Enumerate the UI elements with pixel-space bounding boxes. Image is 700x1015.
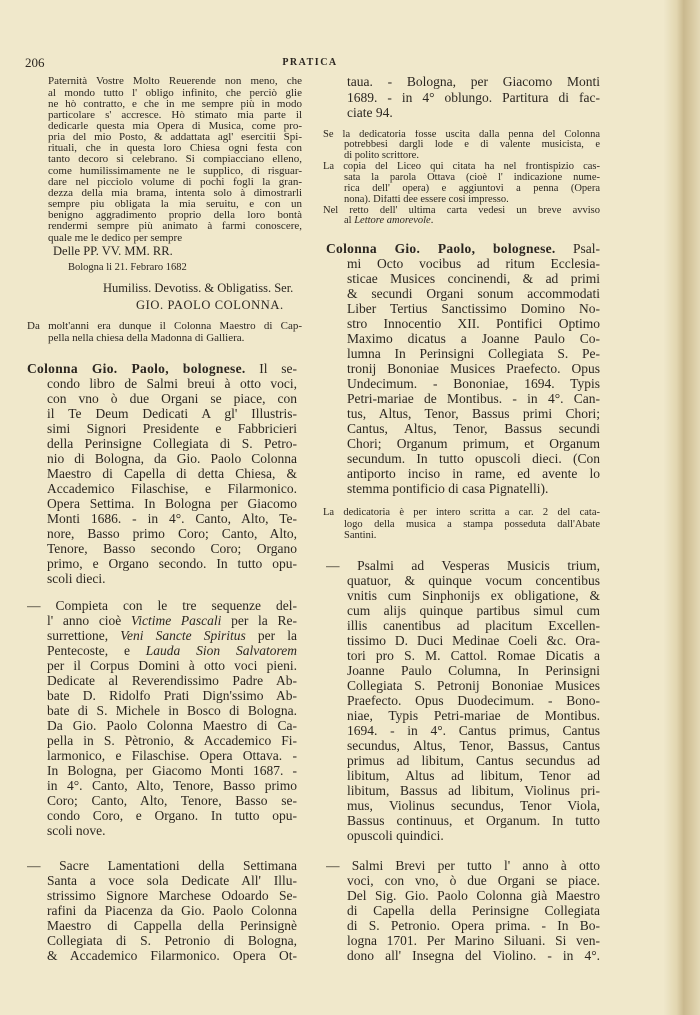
text-line: taua. - Bologna, per Giacomo Monti [347, 74, 600, 90]
text-line: Cantus, Altus, Tenor, Bassus secundi [347, 420, 600, 436]
text-line: al mondo tutto l' obligo infinito, che perciò glie [48, 87, 302, 99]
text-line: con vno ò due Organi se piace, con [47, 390, 297, 406]
text-line: potrebbesi dargli lode e di valente musicista, e [344, 140, 600, 151]
closing-place-date: Bologna li 21. Febraro 1682 [68, 262, 187, 273]
text-line: La dedicatoria è per intero scritta a car. 2 del cata- [323, 507, 600, 519]
text-line: benigno aggradimento proprio della loro bontà [48, 210, 302, 222]
text-segment: surrettione, [47, 627, 121, 643]
text-line [47, 643, 297, 658]
text-line: come humilissimamente ne le supplico, di risguar- [48, 165, 302, 177]
text-line: — Salmi Brevi per tutto l' anno à otto [326, 857, 600, 873]
text-line: Collegiata di S. Petronio di Bologna, [47, 932, 297, 948]
text-line: In Bologna, per Giacomo Monti 1687. - [47, 762, 297, 778]
text-line: Chori; Organum primum, et Organum [347, 435, 600, 451]
emphasis-text: Lettore amorevole [354, 216, 431, 227]
text-line: quatuor, & quinque vocum concentibus [347, 572, 600, 588]
page-number: 206 [25, 55, 45, 70]
text-line: libitum, Altus ad libitum, Tenor ad [347, 767, 600, 783]
text-line [344, 216, 600, 227]
text-line: voci, con vno, ò due Organi se piace. [347, 872, 600, 888]
text-line [47, 628, 297, 643]
closing-signature: GIO. PAOLO COLONNA. [136, 298, 284, 312]
text-line: — Compieta con le tre sequenze del- [27, 597, 297, 613]
text-line: particolare s' accresce. Hò stimato mia parte il [48, 109, 302, 121]
text-segment: per la [245, 627, 297, 643]
text-line: Accademico Filaschise, e Filarmonico. [47, 480, 297, 496]
text-line: dono all' Insegna del Violino. - in 4°. [347, 947, 600, 963]
text-line: Paternità Vostre Molto Reuerende non meno, che [48, 76, 302, 88]
text-line: rica dell' opera) e aggiuntovi a penna (Opera [344, 183, 600, 194]
closing-signature-formula: Humiliss. Devotiss. & Obligatiss. Ser. [103, 281, 294, 295]
text-line: antiporto inciso in rame, ed avente lo [347, 465, 600, 481]
text-segment: l' anno cioè [47, 612, 131, 628]
text-line: pria del mio Posto, & addattata agl' esercitii Spi- [48, 132, 302, 144]
text-line: Del Sig. Gio. Paolo Colonna già Maestro [347, 887, 600, 903]
emphasis-text: Victime Pascali [131, 612, 222, 628]
text-line: Joanne Paulo Columna, In Perinsigni [347, 662, 600, 678]
emphasis-text: Lauda Sion Salvatorem [145, 642, 297, 658]
text-line: della Perinsigne Collegiata di S. Petro- [47, 435, 297, 451]
text-line: stemma pontificio di casa Pignatelli). [347, 480, 549, 496]
entry-heading: Colonna Gio. Paolo, bolognese. [27, 360, 246, 376]
text-line: Dedicate al Reverendissimo Padre Ab- [47, 672, 297, 688]
text-line: dare nel picciolo volume di pochi fogli la gran- [48, 176, 302, 188]
text-line: per il Corpus Domini à otto voci pieni. [47, 657, 297, 673]
text-line: dezza della mia brama, intenta solo à dimostrarli [48, 187, 302, 199]
text-line: dedicarle questa mia Opera di Musica, come pro- [48, 121, 302, 133]
text-line: Undecimum. - Bononiae, 1694. Typis [347, 375, 600, 391]
entry-heading: Colonna Gio. Paolo, bolognese. [326, 240, 556, 256]
text-line: quale me le dedico per sempre [48, 232, 183, 244]
text-line: 1689. - in 4° oblungo. Partitura di fac- [347, 89, 600, 105]
text-line: opuscoli quindici. [347, 827, 444, 843]
text-line: & secundi Organi sonum accommodati [347, 285, 600, 301]
text-line: ciate 94. [347, 104, 393, 120]
text-line: tori pro S. M. Cattol. Romae Dicatis a [347, 647, 600, 663]
text-segment: Psal- [555, 240, 600, 256]
text-line: Da molt'anni era dunque il Colonna Maestro di Cap- [27, 321, 302, 333]
text-line: Nel retto dell' ultima carta vedesi un breve avviso [323, 205, 600, 216]
text-line: bate di S. Michele in Bosco di Bologna. [47, 702, 297, 718]
text-line: scoli dieci. [47, 570, 106, 586]
text-line: di S. Petronio. Opera prima. - In Bo- [347, 917, 600, 933]
text-line: Monti 1686. - in 4°. Canto, Alto, Te- [47, 510, 297, 526]
text-segment: Pentecoste, e [47, 642, 146, 658]
text-line: lumna In Perinsigni Collegiata S. Pe- [347, 345, 600, 361]
text-segment: Il se- [245, 360, 297, 376]
text-line: tissimo D. Duci Medinae Coeli &c. Ora- [347, 632, 600, 648]
text-line: secundum. In tutto opuscoli dieci. (Con [347, 450, 600, 466]
text-line: logna 1701. Per Marino Siluani. Si ven- [347, 932, 600, 948]
text-line: pella in S. Pètronio, & Accademico Fi- [47, 732, 297, 748]
text-line: — Psalmi ad Vesperas Musicis trium, [326, 557, 600, 573]
text-line: Tenore, Basso secondo Coro; Organo [47, 540, 297, 556]
text-segment: . [430, 216, 434, 227]
text-line: sata la parola Ottava (cioè l' indicazione nume- [344, 172, 600, 183]
text-line: logo della musica a stampa posseduta dall'Abate [344, 518, 600, 530]
text-line: rendermi sempre più animato à farmi conoscere, [48, 221, 302, 233]
text-segment: al [344, 216, 355, 227]
text-line: rafini da Piacenza da Gio. Paolo Colonna [47, 902, 297, 918]
text-line: Opera Settima. In Bologna per Giacomo [47, 495, 297, 511]
text-line: Bassus continuus, et Organum. In tutto [347, 812, 600, 828]
text-line: sempre piu obligata la mia seruitu, e con un [48, 199, 302, 211]
text-line: di polito scrittore. [344, 151, 419, 162]
text-line: Maestro di Capella di detta Chiesa, & [47, 465, 297, 481]
text-line: Liber Tertius Sanctissimo Domino No- [347, 300, 600, 316]
text-line: libitum, Bassus ad libitum, Violinus pri- [347, 782, 600, 798]
text-line: il Te Deum Dedicati A gl' Illustris- [47, 405, 297, 421]
text-line [326, 241, 600, 256]
running-title: PRATICA [282, 57, 338, 68]
text-line: Se la dedicatoria fosse uscita dalla penna del Colonna [323, 129, 600, 140]
text-line: Santa a voce sola Dedicate All' Illu- [47, 872, 297, 888]
text-line: 1694. - in 4°. Cantus primus, Cantus [347, 722, 600, 738]
text-line: tus, Altus, Tenor, Bassus primi Chori; [347, 405, 600, 421]
text-line: sticae Musices concinendi, & ad primi [347, 270, 600, 286]
text-line: nore, Basso primo Coro; Canto, Alto, [47, 525, 297, 541]
text-line: stro Innocentio XII. Pontifici Optimo [347, 315, 600, 331]
text-line: primo, e Organo secondo. In tutto opu- [47, 555, 297, 571]
text-line: — Sacre Lamentationi della Settimana [27, 857, 297, 873]
text-line: scoli nove. [47, 822, 106, 838]
text-line: ne hò contratto, e che in me sempre più in modo [48, 98, 302, 110]
text-line: Coro; Canto, Alto, Tenore, Basso se- [47, 792, 297, 808]
text-line: cum alijs quinque partibus simul cum [347, 602, 600, 618]
text-line [47, 613, 297, 628]
text-line: mus, Violinus secundus, Tenor Viola, [347, 797, 600, 813]
text-line: Collegiata S. Petronij Bononiae Musices [347, 677, 600, 693]
text-segment: per la Re- [221, 612, 297, 628]
text-line: vnitis cum Sinphonijs ex obligatione, & [347, 587, 600, 603]
text-line: nona). Difatti dee essere cosi impresso. [344, 194, 509, 205]
text-line: tronij Bononiae Musices Praefecto. Opus [347, 360, 600, 376]
text-line: secundus, Altus, Tenor, Bassus, Cantus [347, 737, 600, 753]
text-line: Petri-mariae de Montibus. - in 4°. Can- [347, 390, 600, 406]
text-line: larmonico, e Filaschise. Opera Ottava. - [47, 747, 297, 763]
text-line: di Capella della Perinsigne Collegiata [347, 902, 600, 918]
text-line: Maestro di Cappella della Perinsignè [47, 917, 297, 933]
text-line [27, 361, 297, 376]
text-line: niae, Typis Petri-mariae de Montibus. [347, 707, 600, 723]
text-line: tanto decoro si celebrano. Si compiacciano elleno, [48, 154, 302, 166]
text-line: pella nella chiesa della Madonna di Galliera. [48, 332, 245, 344]
text-line: condo Coro, e Organo. In tutto opu- [47, 807, 297, 823]
text-line: & Accademico Filarmonico. Opera Ot- [47, 947, 297, 963]
text-line: strissimo Signore Marchese Odoardo Se- [47, 887, 297, 903]
text-line: nio di Bologna, da Gio. Paolo Colonna [47, 450, 297, 466]
emphasis-text: Veni Sancte Spiritus [120, 627, 246, 643]
text-line: Maximo dicatus a Joanne Paulo Co- [347, 330, 600, 346]
text-line: simi Signori Presidente e Fabbricieri [47, 420, 297, 436]
text-line: mi Octo vocibus ad ritum Ecclesia- [347, 255, 600, 271]
text-line: in 4°. Canto, Alto, Tenore, Basso primo [47, 777, 297, 793]
text-line: La copia del Liceo qui citata ha nel frontispizio cas- [323, 162, 600, 173]
text-line: Da Gio. Paolo Colonna Maestro di Ca- [47, 717, 297, 733]
text-line: rituali, che in questa loro Chiesa ogni festa con [48, 143, 302, 155]
text-line: condo libro de Salmi breui à otto voci, [47, 375, 297, 391]
page-binding-shadow [664, 0, 700, 1015]
text-line: bate D. Ridolfo Prati Dign'ssimo Ab- [47, 687, 297, 703]
text-line: primus ad libitum, Cantus secundus ad [347, 752, 600, 768]
text-line: Santini. [344, 530, 377, 542]
text-line: illis canentibus ad placitum Excellen- [347, 617, 600, 633]
text-line: Praefecto. Opus Duodecimum. - Bono- [347, 692, 600, 708]
closing-salutation: Delle PP. VV. MM. RR. [53, 244, 173, 258]
